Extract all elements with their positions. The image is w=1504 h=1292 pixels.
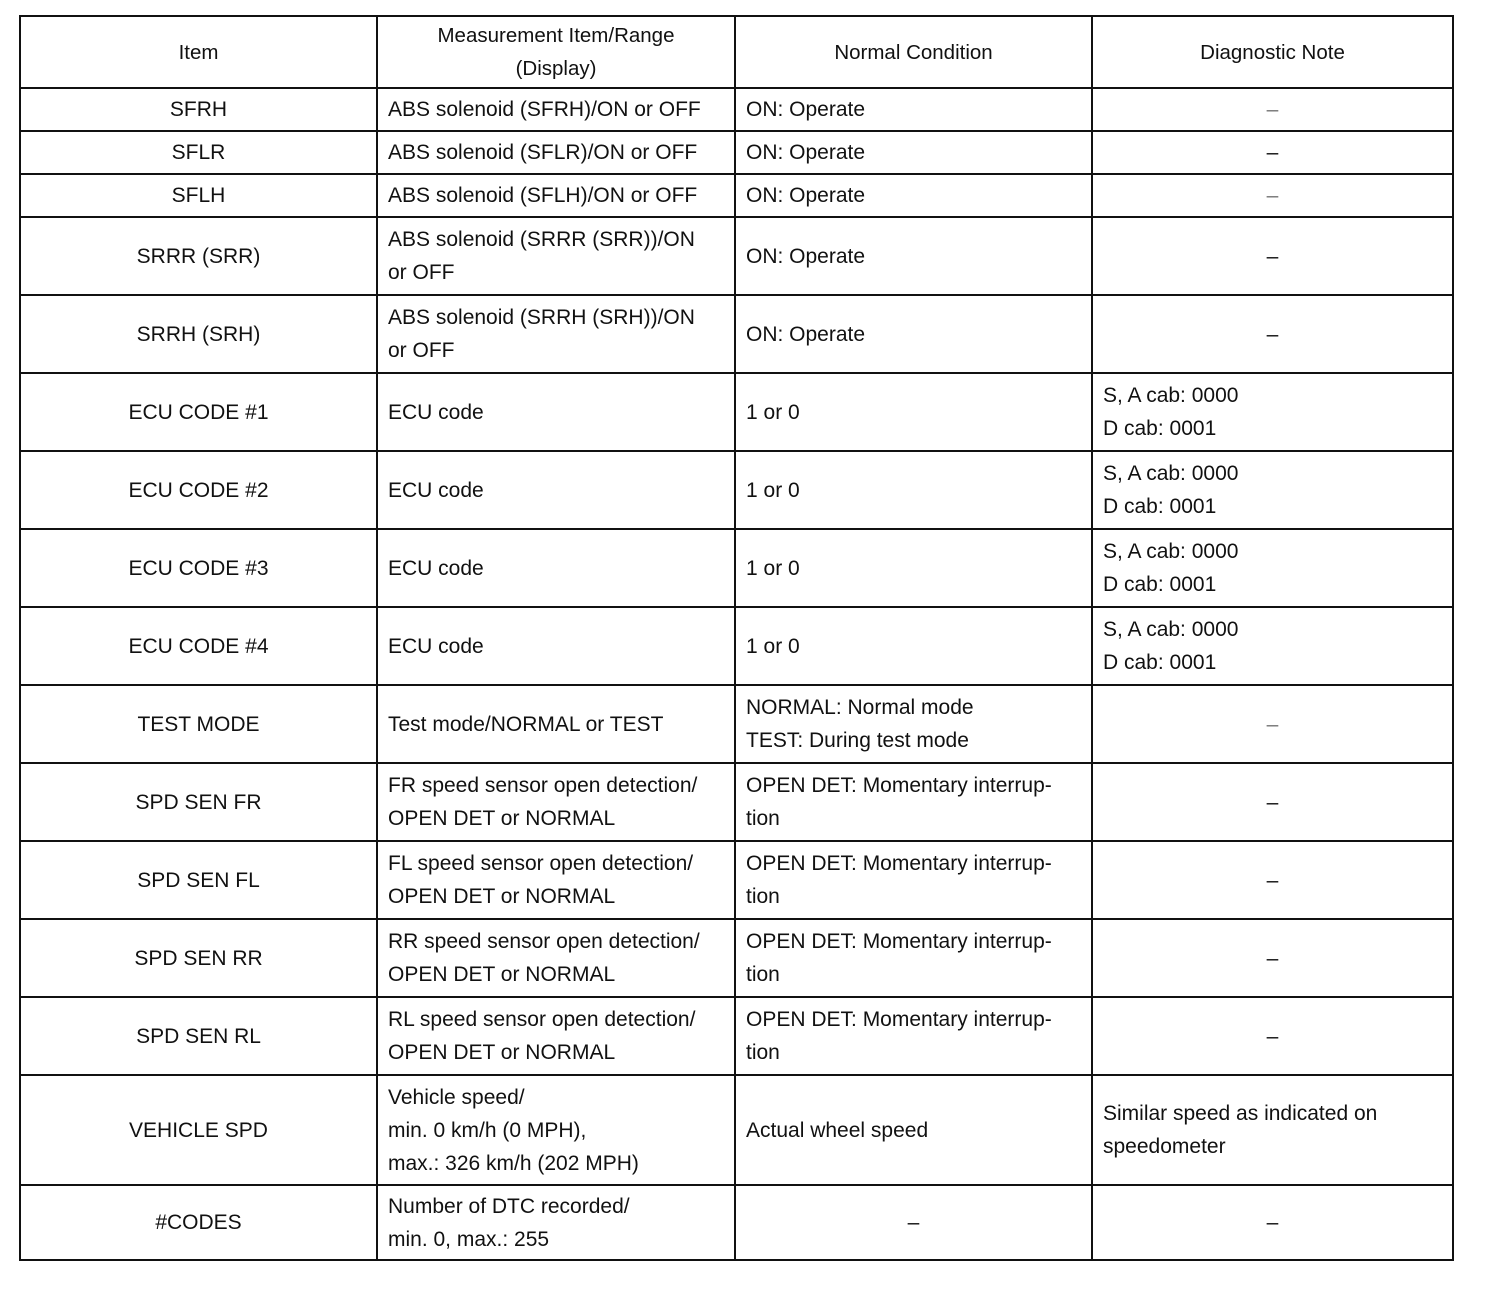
header-item: Item: [20, 16, 377, 88]
cell-item: SPD SEN FL: [20, 841, 377, 919]
table-row: [20, 685, 1453, 763]
cell-condition: ON: Operate: [735, 217, 1092, 295]
cell-item: SFRH: [20, 88, 377, 131]
cell-note: –: [1092, 131, 1453, 174]
cell-range: FR speed sensor open detection/ OPEN DET or NORMAL: [377, 763, 735, 841]
cell-condition: Actual wheel speed: [735, 1075, 1092, 1185]
cell-item: SPD SEN RL: [20, 997, 377, 1075]
cell-range: ABS solenoid (SRRR (SRR))/ON or OFF: [377, 217, 735, 295]
cell-condition: OPEN DET: Momentary interrup- tion: [735, 841, 1092, 919]
table-row: [20, 373, 1453, 451]
cell-condition: 1 or 0: [735, 451, 1092, 529]
cell-range: FL speed sensor open detection/ OPEN DET or NORMAL: [377, 841, 735, 919]
cell-range: ECU code: [377, 607, 735, 685]
cell-note: –: [1092, 997, 1453, 1075]
cell-range: ECU code: [377, 451, 735, 529]
table-row: [20, 1075, 1453, 1185]
cell-note: –: [1092, 174, 1453, 217]
cell-range: Number of DTC recorded/ min. 0, max.: 255: [377, 1185, 735, 1260]
cell-item: SFLH: [20, 174, 377, 217]
cell-condition: 1 or 0: [735, 373, 1092, 451]
cell-condition: ON: Operate: [735, 131, 1092, 174]
table-row: [20, 919, 1453, 997]
cell-condition: ON: Operate: [735, 295, 1092, 373]
cell-note: –: [1092, 763, 1453, 841]
cell-item: SRRR (SRR): [20, 217, 377, 295]
cell-condition: OPEN DET: Momentary interrup- tion: [735, 919, 1092, 997]
cell-note: –: [1092, 295, 1453, 373]
cell-condition: NORMAL: Normal mode TEST: During test mode: [735, 685, 1092, 763]
cell-note: Similar speed as indicated on speedometer: [1092, 1075, 1453, 1185]
cell-range: Vehicle speed/ min. 0 km/h (0 MPH), max.: 326 km/h (202 MPH): [377, 1075, 735, 1185]
table-row: [20, 295, 1453, 373]
table-body: [20, 88, 1453, 1260]
cell-range: ECU code: [377, 529, 735, 607]
table-row: [20, 217, 1453, 295]
header-normal-condition: Normal Condition: [735, 16, 1092, 88]
cell-item: SFLR: [20, 131, 377, 174]
cell-condition: 1 or 0: [735, 529, 1092, 607]
table-row: [20, 997, 1453, 1075]
table-row: [20, 841, 1453, 919]
cell-note: –: [1092, 685, 1453, 763]
cell-range: ABS solenoid (SRRH (SRH))/ON or OFF: [377, 295, 735, 373]
table-row: [20, 88, 1453, 131]
table-row: [20, 451, 1453, 529]
cell-condition: 1 or 0: [735, 607, 1092, 685]
cell-condition: OPEN DET: Momentary interrup- tion: [735, 997, 1092, 1075]
cell-item: ECU CODE #2: [20, 451, 377, 529]
cell-condition: –: [735, 1185, 1092, 1260]
cell-note: S, A cab: 0000 D cab: 0001: [1092, 607, 1453, 685]
table-row: [20, 607, 1453, 685]
cell-note: S, A cab: 0000 D cab: 0001: [1092, 373, 1453, 451]
cell-item: ECU CODE #3: [20, 529, 377, 607]
cell-note: –: [1092, 217, 1453, 295]
cell-item: ECU CODE #1: [20, 373, 377, 451]
table-row: [20, 1185, 1453, 1260]
cell-range: RR speed sensor open detection/ OPEN DET or NORMAL: [377, 919, 735, 997]
cell-note: –: [1092, 1185, 1453, 1260]
cell-range: RL speed sensor open detection/ OPEN DET or NORMAL: [377, 997, 735, 1075]
cell-item: TEST MODE: [20, 685, 377, 763]
cell-item: SPD SEN RR: [20, 919, 377, 997]
table-row: [20, 763, 1453, 841]
header-diagnostic-note: Diagnostic Note: [1092, 16, 1453, 88]
table-row: [20, 174, 1453, 217]
diagnostic-data-table: [19, 15, 1454, 1261]
cell-range: ABS solenoid (SFLH)/ON or OFF: [377, 174, 735, 217]
cell-range: ECU code: [377, 373, 735, 451]
cell-item: SRRH (SRH): [20, 295, 377, 373]
cell-note: –: [1092, 841, 1453, 919]
table-row: [20, 131, 1453, 174]
cell-item: #CODES: [20, 1185, 377, 1260]
header-measurement-range: Measurement Item/Range (Display): [377, 16, 735, 88]
header-row: [20, 16, 1453, 88]
cell-note: –: [1092, 88, 1453, 131]
cell-condition: ON: Operate: [735, 174, 1092, 217]
table-row: [20, 529, 1453, 607]
cell-condition: OPEN DET: Momentary interrup- tion: [735, 763, 1092, 841]
cell-item: SPD SEN FR: [20, 763, 377, 841]
cell-condition: ON: Operate: [735, 88, 1092, 131]
table-header: [20, 16, 1453, 88]
cell-item: ECU CODE #4: [20, 607, 377, 685]
cell-item: VEHICLE SPD: [20, 1075, 377, 1185]
cell-note: S, A cab: 0000 D cab: 0001: [1092, 451, 1453, 529]
cell-note: –: [1092, 919, 1453, 997]
cell-range: ABS solenoid (SFRH)/ON or OFF: [377, 88, 735, 131]
cell-note: S, A cab: 0000 D cab: 0001: [1092, 529, 1453, 607]
cell-range: ABS solenoid (SFLR)/ON or OFF: [377, 131, 735, 174]
cell-range: Test mode/NORMAL or TEST: [377, 685, 735, 763]
